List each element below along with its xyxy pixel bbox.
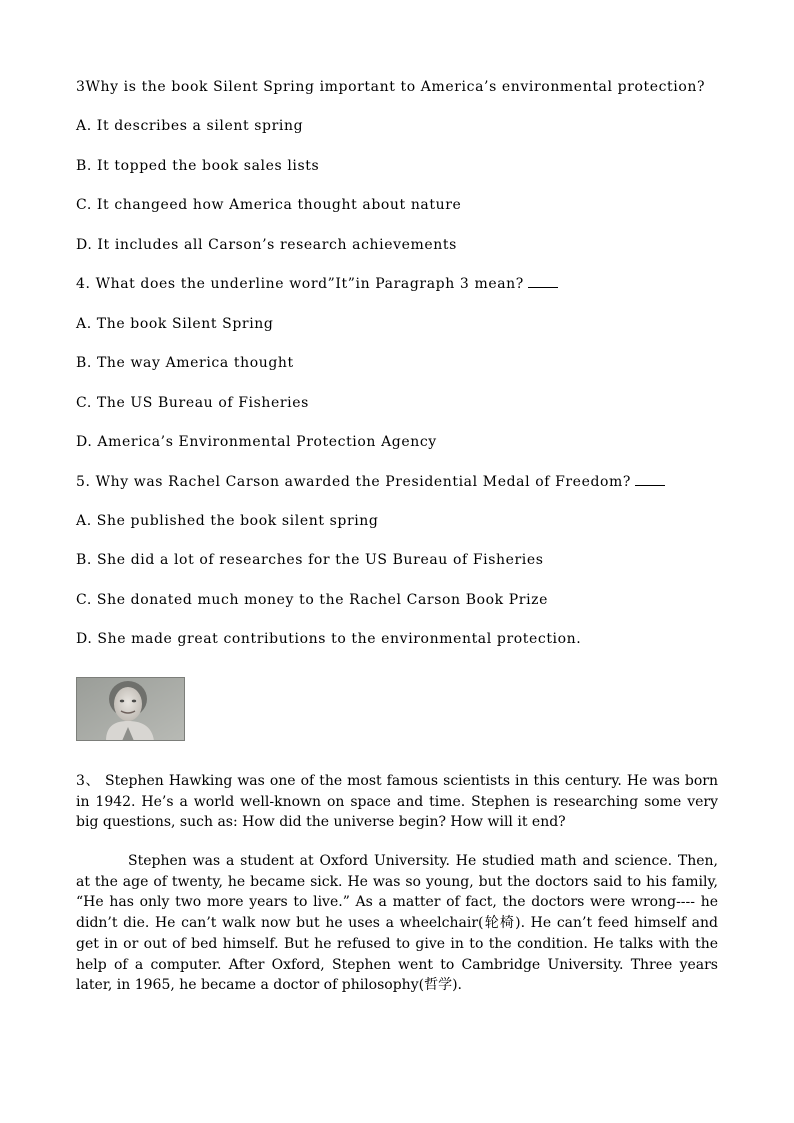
question-3-text: 3Why is the book Silent Spring important to America’s environmental protection? bbox=[76, 79, 706, 95]
passage-3 bbox=[76, 771, 718, 833]
question-5-line bbox=[76, 473, 665, 491]
passage-3-continued bbox=[76, 851, 718, 996]
option-c: C. The US Bureau of Fisheries bbox=[76, 395, 309, 411]
option-a: A. She published the book silent spring bbox=[76, 513, 379, 529]
question-4-line bbox=[76, 275, 558, 293]
option-d: D. It includes all Carson’s research achievements bbox=[76, 237, 457, 253]
question-4-text: 4. What does the underline word”It”in Paragraph 3 mean? bbox=[76, 276, 524, 292]
option-a: A. It describes a silent spring bbox=[76, 118, 304, 134]
question-5-text: 5. Why was Rachel Carson awarded the Presidential Medal of Freedom? bbox=[76, 474, 632, 490]
option-a: A. The book Silent Spring bbox=[76, 316, 274, 332]
option-b: B. The way America thought bbox=[76, 355, 294, 371]
option-c: C. It changeed how America thought about nature bbox=[76, 197, 462, 213]
option-b: B. It topped the book sales lists bbox=[76, 158, 320, 174]
option-b: B. She did a lot of researches for the US Bureau of Fisheries bbox=[76, 552, 544, 568]
answer-blank bbox=[635, 473, 665, 486]
passage-paragraph-1: 3、 Stephen Hawking was one of the most famous scientists in this century. He was born in 1942. He’s a world well-known on space and time. Stephen is researching some very big questions, such as: How did the universe begin? How will it end? bbox=[76, 773, 718, 831]
portrait-photo-graphic bbox=[76, 677, 185, 741]
portrait-photo bbox=[76, 677, 185, 741]
passage-paragraph-2: Stephen was a student at Oxford University. He studied math and science. Then, at the age of twenty, he became sick. He was so young, but the doctors said to his family, “He has only two more years to live.” As a matter of fact, the doctors were wrong---- he didn’t die. He can’t walk now but he uses a wheelchair(轮椅). He can’t feed himself and get in or out of bed himself. But he refused to give in to the condition. He talks with the help of a computer. After Oxford, Stephen went to Cambridge University. Three years later, in 1965, he became a doctor of philosophy(哲学). bbox=[76, 853, 718, 994]
answer-blank bbox=[528, 275, 558, 288]
option-d: D. She made great contributions to the environmental protection. bbox=[76, 631, 582, 647]
option-c: C. She donated much money to the Rachel Carson Book Prize bbox=[76, 592, 549, 608]
option-d: D. America’s Environmental Protection Agency bbox=[76, 434, 437, 450]
